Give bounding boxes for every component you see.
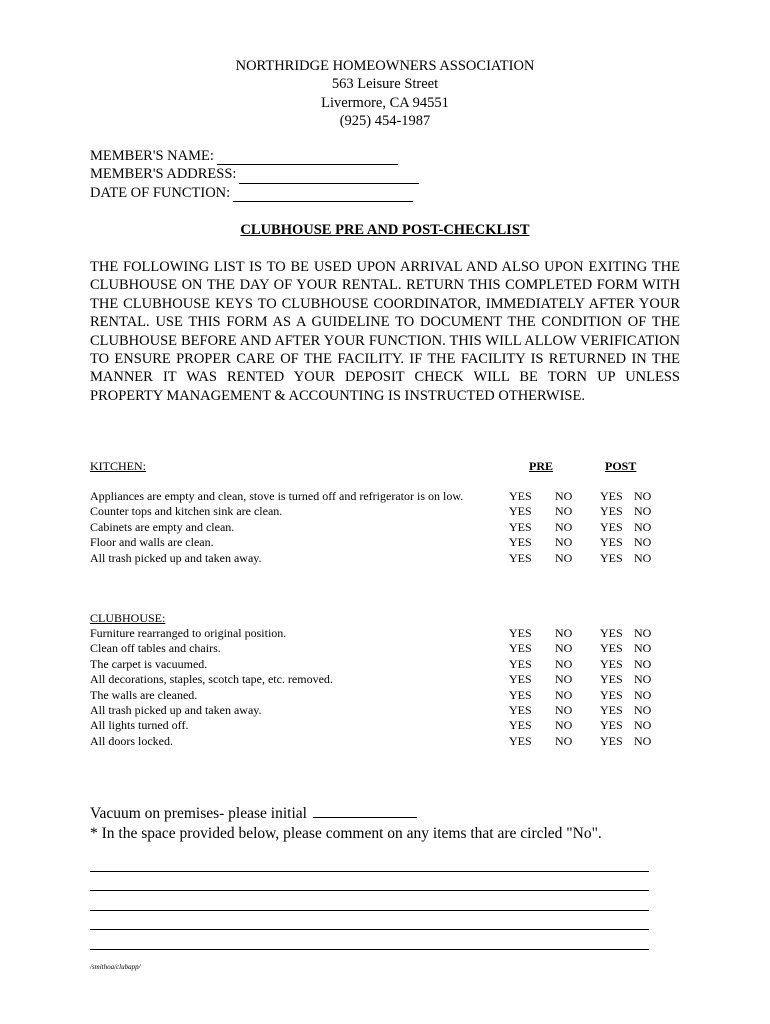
post-no-option[interactable]: NO — [634, 535, 652, 550]
post-yes-option[interactable]: YES — [600, 733, 623, 748]
letterhead — [0, 57, 770, 131]
member-name-label: MEMBER'S NAME: — [90, 148, 214, 164]
post-yes-option[interactable]: YES — [600, 535, 623, 550]
post-yes-option[interactable]: YES — [600, 550, 623, 565]
member-name-field[interactable] — [217, 151, 398, 165]
instructions-paragraph: THE FOLLOWING LIST IS TO BE USED UPON ARRIVAL AND ALSO UPON EXITING THE CLUBHOUSE ON THE DAY OF YOUR RENTAL. RETURN THIS COMPLETED FORM WITH THE CLUBHOUSE KEYS TO CLUBHOUSE COORDINATOR, IMMEDIATELY AFTER YOUR RENTAL. USE THIS FORM AS A GUIDELINE TO DOCUMENT THE CONDITION OF THE CLUBHOUSE BEFORE AND AFTER YOUR FUNCTION. THIS WILL ALLOW VERIFICATION TO ENSURE PROPER CARE OF THE FACILITY. IF THE FACILITY IS RETURNED IN THE MANNER IT WAS RENTED YOUR DEPOSIT CHECK WILL BE TORN UP UNLESS PROPERTY MANAGEMENT & ACCOUNTING IS INSTRUCTED OTHERWISE. — [90, 259, 680, 404]
checklist-item: Cabinets are empty and clean. — [90, 519, 235, 534]
pre-no-option[interactable]: NO — [555, 519, 573, 534]
clubhouse-post-yes-column — [600, 626, 623, 749]
pre-yes-option[interactable]: YES — [509, 504, 532, 519]
checklist-item: The walls are cleaned. — [90, 687, 198, 702]
pre-yes-option[interactable]: YES — [509, 641, 532, 656]
checklist-item: All trash picked up and taken away. — [90, 702, 262, 717]
checklist-item: Floor and walls are clean. — [90, 535, 214, 550]
pre-no-option[interactable]: NO — [555, 489, 573, 503]
post-yes-option[interactable]: YES — [600, 519, 623, 534]
post-column-header: POST — [605, 459, 637, 473]
post-yes-option[interactable]: YES — [600, 641, 623, 656]
vacuum-initial-label: Vacuum on premises- please initial — [90, 805, 307, 822]
org-name: NORTHRIDGE HOMEOWNERS ASSOCIATION — [235, 58, 535, 74]
checklist-item: Counter tops and kitchen sink are clean. — [90, 504, 283, 519]
member-fields — [90, 147, 419, 202]
comment-line[interactable] — [90, 852, 649, 872]
member-address-label: MEMBER'S ADDRESS: — [90, 166, 237, 183]
pre-no-option[interactable]: NO — [555, 672, 573, 687]
post-no-option[interactable]: NO — [634, 550, 652, 565]
org-phone: (925) 454-1987 — [339, 113, 431, 130]
pre-no-option[interactable]: NO — [555, 641, 573, 656]
kitchen-item-list — [90, 489, 463, 566]
pre-yes-option[interactable]: YES — [509, 733, 532, 748]
post-yes-option[interactable]: YES — [600, 718, 623, 733]
pre-no-option[interactable]: NO — [555, 535, 573, 550]
pre-yes-option[interactable]: YES — [509, 718, 532, 733]
pre-column-header: PRE — [529, 459, 553, 473]
org-city: Livermore, CA 94551 — [321, 94, 449, 111]
post-no-option[interactable]: NO — [634, 672, 652, 687]
pre-yes-option[interactable]: YES — [509, 489, 532, 503]
clubhouse-pre-yes-column — [509, 626, 532, 749]
post-yes-option[interactable]: YES — [600, 656, 623, 671]
checklist-item: Clean off tables and chairs. — [90, 641, 221, 656]
pre-yes-option[interactable]: YES — [509, 550, 532, 565]
member-address-field[interactable] — [239, 170, 419, 184]
kitchen-pre-no-column — [555, 489, 572, 566]
post-yes-option[interactable]: YES — [600, 626, 623, 640]
clubhouse-item-list — [90, 626, 333, 749]
checklist-item: All doors locked. — [90, 733, 173, 748]
pre-no-option[interactable]: NO — [555, 718, 573, 733]
post-no-option[interactable]: NO — [634, 626, 652, 640]
comment-instructions: * In the space provided below, please comment on any items that are circled "No". — [90, 825, 602, 842]
post-no-option[interactable]: NO — [634, 702, 652, 717]
form-title: CLUBHOUSE PRE AND POST-CHECKLIST — [240, 222, 530, 238]
kitchen-post-yes-column — [600, 489, 623, 566]
post-no-option[interactable]: NO — [634, 656, 652, 671]
kitchen-post-no-column — [634, 489, 651, 566]
checklist-item: Furniture rearranged to original position. — [90, 626, 287, 640]
pre-no-option[interactable]: NO — [555, 656, 573, 671]
function-date-label: DATE OF FUNCTION: — [90, 184, 231, 201]
post-no-option[interactable]: NO — [634, 733, 652, 748]
comment-line[interactable] — [90, 891, 649, 911]
comment-line[interactable] — [90, 911, 649, 931]
post-no-option[interactable]: NO — [634, 687, 652, 702]
kitchen-pre-yes-column — [509, 489, 532, 566]
pre-no-option[interactable]: NO — [555, 702, 573, 717]
pre-yes-option[interactable]: YES — [509, 535, 532, 550]
pre-no-option[interactable]: NO — [555, 550, 573, 565]
comment-area[interactable] — [90, 852, 649, 950]
post-yes-option[interactable]: YES — [600, 489, 623, 503]
pre-yes-option[interactable]: YES — [509, 626, 532, 640]
post-no-option[interactable]: NO — [634, 641, 652, 656]
pre-no-option[interactable]: NO — [555, 733, 573, 748]
post-yes-option[interactable]: YES — [600, 504, 623, 519]
vacuum-initial-field[interactable] — [313, 803, 417, 818]
pre-no-option[interactable]: NO — [555, 504, 573, 519]
pre-yes-option[interactable]: YES — [509, 656, 532, 671]
post-yes-option[interactable]: YES — [600, 672, 623, 687]
pre-yes-option[interactable]: YES — [509, 519, 532, 534]
post-no-option[interactable]: NO — [634, 489, 652, 503]
checklist-item: The carpet is vacuumed. — [90, 656, 208, 671]
function-date-field[interactable] — [233, 188, 413, 202]
pre-yes-option[interactable]: YES — [509, 672, 532, 687]
post-yes-option[interactable]: YES — [600, 687, 623, 702]
org-street: 563 Leisure Street — [331, 76, 439, 93]
pre-no-option[interactable]: NO — [555, 687, 573, 702]
checklist-item: All trash picked up and taken away. — [90, 550, 262, 565]
pre-no-option[interactable]: NO — [555, 626, 573, 640]
post-no-option[interactable]: NO — [634, 718, 652, 733]
pre-yes-option[interactable]: YES — [509, 687, 532, 702]
clubhouse-pre-no-column — [555, 626, 572, 749]
clubhouse-label: CLUBHOUSE: — [90, 611, 166, 625]
pre-yes-option[interactable]: YES — [509, 702, 532, 717]
post-no-option[interactable]: NO — [634, 504, 652, 519]
post-no-option[interactable]: NO — [634, 519, 652, 534]
kitchen-label: KITCHEN: — [90, 459, 146, 473]
comment-line[interactable] — [90, 930, 649, 950]
checklist-item: Appliances are empty and clean, stove is turned off and refrigerator is on low. — [90, 489, 464, 503]
vacuum-and-comments — [90, 803, 602, 844]
clubhouse-post-no-column — [634, 626, 651, 749]
file-path-footer: /smithoa/clubapp/ — [90, 963, 141, 971]
post-yes-option[interactable]: YES — [600, 702, 623, 717]
comment-line[interactable] — [90, 872, 649, 892]
checklist-item: All decorations, staples, scotch tape, etc. removed. — [90, 672, 333, 687]
checklist-item: All lights turned off. — [90, 718, 189, 733]
